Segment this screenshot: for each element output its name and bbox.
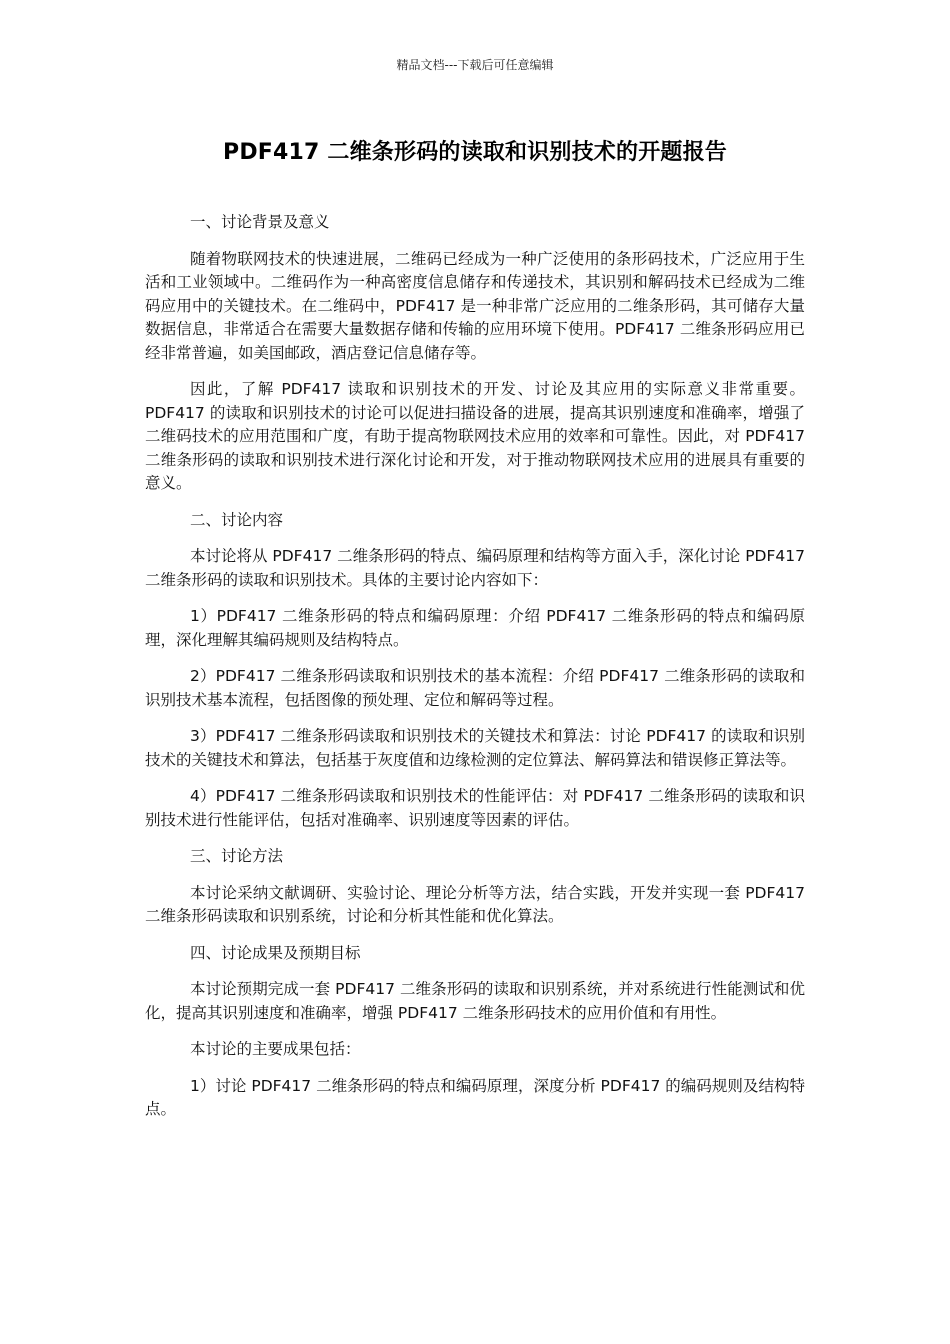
body-paragraph: 本讨论采纳文献调研、实验讨论、理论分析等方法，结合实践，开发并实现一套 PDF417 二维条形码读取和识别系统，讨论和分析其性能和优化算法。 (145, 883, 805, 925)
list-item: 1）讨论 PDF417 二维条形码的特点和编码原理，深度分析 PDF417 的编码规则及结构特点。 (145, 1076, 805, 1118)
section-heading: 二、讨论内容 (189, 510, 283, 529)
list-item: 1）PDF417 二维条形码的特点和编码原理：介绍 PDF417 二维条形码的特点和编码原理，深化理解其编码规则及结构特点。 (145, 607, 805, 649)
list-item: 2）PDF417 二维条形码读取和识别技术的基本流程：介绍 PDF417 二维条形码的读取和识别技术基本流程，包括图像的预处理、定位和解码等过程。 (145, 667, 805, 709)
list-item: 3）PDF417 二维条形码读取和识别技术的关键技术和算法：讨论 PDF417 的读取和识别技术的关键技术和算法，包括基于灰度值和边缘检测的定位算法、解码算法和错误修正算法等。 (145, 727, 805, 769)
section-heading: 三、讨论方法 (189, 847, 283, 865)
header-note: 精品文档---下载后可任意编辑 (396, 58, 554, 72)
body-paragraph: 本讨论预期完成一套 PDF417 二维条形码的读取和识别系统，并对系统进行性能测试和优化，提高其识别速度和准确率，增强 PDF417 二维条形码技术的应用价值和有用性。 (145, 980, 805, 1022)
document-body (145, 211, 805, 1135)
body-paragraph: 本讨论将从 PDF417 二维条形码的特点、编码原理和结构等方面入手，深化讨论 PDF417 二维条形码的读取和识别技术。具体的主要讨论内容如下： (145, 547, 805, 589)
section-heading: 一、讨论背景及意义 (189, 213, 330, 231)
list-item: 4）PDF417 二维条形码读取和识别技术的性能评估：对 PDF417 二维条形码的读取和识别技术进行性能评估，包括对准确率、识别速度等因素的评估。 (145, 787, 805, 829)
body-paragraph: 随着物联网技术的快速进展，二维码已经成为一种广泛使用的条形码技术，广泛应用于生活和工业领域中。二维码作为一种高密度信息储存和传递技术，其识别和解码技术已经成为二维码应用中的关键技术。在二维码中，PDF417 是一种非常广泛应用的二维条形码，其可储存大量数据信息，非常适合在需要大量数据存储和传输的应用环境下使用。PDF417 二维条形码应用已经非常普遍，如美国邮政，酒店登记信息储存等。 (145, 249, 805, 362)
body-paragraph: 本讨论的主要成果包括： (189, 1040, 361, 1058)
section-heading: 四、讨论成果及预期目标 (189, 943, 361, 962)
document-title: PDF417 二维条形码的读取和识别技术的开题报告 (223, 140, 727, 165)
body-paragraph: 因此，了解 PDF417 读取和识别技术的开发、讨论及其应用的实际意义非常重要。PDF417 的读取和识别技术的讨论可以促进扫描设备的进展，提高其识别速度和准确率，增强了二维码技术的应用范围和广度，有助于提高物联网技术应用的效率和可靠性。因此，对 PDF417 二维条形码的读取和识别技术进行深化讨论和开发，对于推动物联网技术应用的进展具有重要的意义。 (145, 380, 805, 492)
